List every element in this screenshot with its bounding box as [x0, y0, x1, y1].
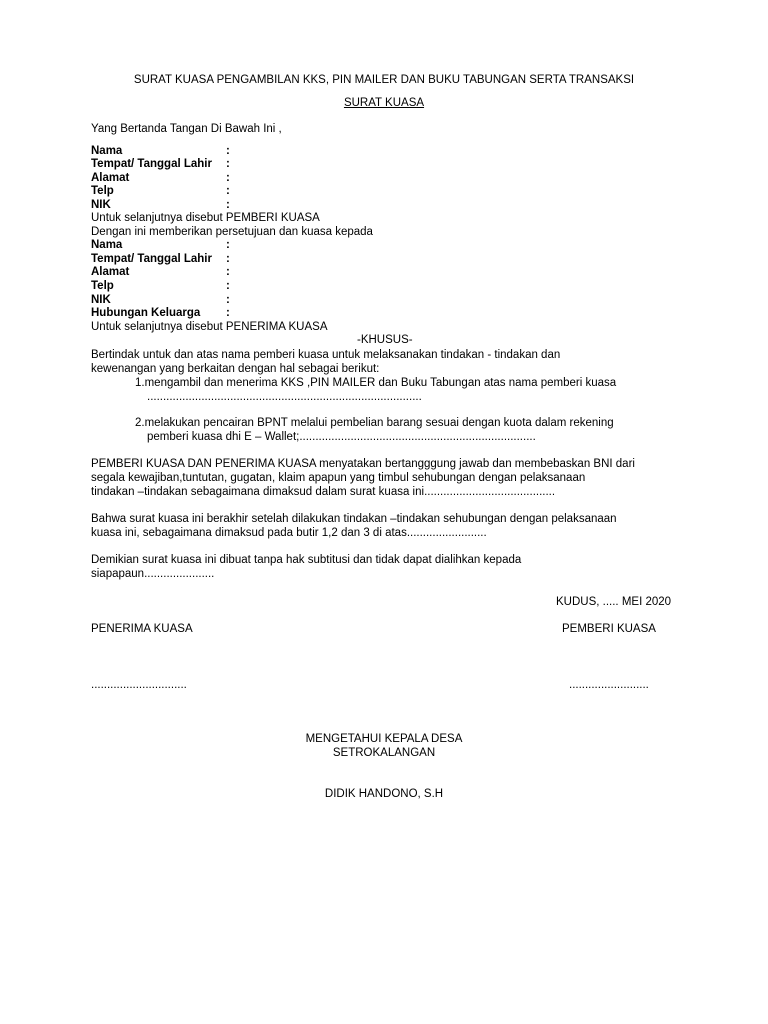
place-date: KUDUS, ..... MEI 2020	[556, 596, 672, 608]
closing-text: siapapaun......................	[91, 568, 215, 580]
grantee-signature-line: ..............................	[91, 679, 187, 691]
authority-item-2-cont: pemberi kuasa dhi E – Wallet;..........................................................................	[147, 431, 536, 443]
authority-item-1-dots: ......................................................................................	[147, 391, 422, 403]
village-head-name: DIDIK HANDONO, S.H	[324, 788, 444, 800]
field-label: Nama	[91, 145, 123, 157]
special-label: -KHUSUS-	[357, 334, 413, 346]
authority-text: Bertindak untuk dan atas nama pemberi kuasa untuk melaksanakan tindakan - tindakan dan	[91, 349, 561, 361]
field-separator: :	[226, 280, 230, 292]
consent-line: Dengan ini memberikan persetujuan dan kuasa kepada	[91, 226, 373, 238]
field-label: Nama	[91, 239, 123, 251]
field-separator: :	[226, 199, 230, 211]
field-separator: :	[226, 253, 230, 265]
grantor-sign-label: PEMBERI KUASA	[562, 623, 656, 635]
field-separator: :	[226, 158, 230, 170]
field-separator: :	[226, 294, 230, 306]
responsibility-text: PEMBERI KUASA DAN PENERIMA KUASA menyatakan bertangggung jawab dan membebaskan BNI dari	[91, 458, 635, 470]
termination-text: kuasa ini, sebagaimana dimaksud pada butir 1,2 dan 3 di atas.........................	[91, 527, 487, 539]
field-separator: :	[226, 185, 230, 197]
grantor-note: Untuk selanjutnya disebut PEMBERI KUASA	[91, 212, 320, 224]
authority-item-1: 1.mengambil dan menerima KKS ,PIN MAILER dan Buku Tabungan atas nama pemberi kuasa	[135, 377, 617, 389]
field-label: Telp	[91, 185, 114, 197]
responsibility-text: tindakan –tindakan sebagaimana dimaksud dalam surat kuasa ini.........................................	[91, 486, 556, 498]
field-label: Tempat/ Tanggal Lahir	[91, 158, 212, 170]
field-label: Hubungan Keluarga	[91, 307, 201, 319]
field-separator: :	[226, 307, 230, 319]
authority-text: kewenangan yang berkaitan dengan hal sebagai berikut:	[91, 363, 380, 375]
field-separator: :	[226, 239, 230, 251]
grantee-note: Untuk selanjutnya disebut PENERIMA KUASA	[91, 321, 328, 333]
field-label: NIK	[91, 294, 111, 306]
grantor-signature-line: .........................	[569, 679, 649, 691]
field-separator: :	[226, 266, 230, 278]
authority-item-2: 2.melakukan pencairan BPNT melalui pembelian barang sesuai dengan kuota dalam rekening	[135, 417, 614, 429]
closing-text: Demikian surat kuasa ini dibuat tanpa hak subtitusi dan tidak dapat dialihkan kepada	[91, 554, 522, 566]
acknowledge-text: MENGETAHUI KEPALA DESA	[305, 733, 463, 745]
field-label: NIK	[91, 199, 111, 211]
field-label: Alamat	[91, 266, 130, 278]
field-label: Telp	[91, 280, 114, 292]
grantee-sign-label: PENERIMA KUASA	[91, 623, 193, 635]
intro-text: Yang Bertanda Tangan Di Bawah Ini ,	[91, 123, 282, 135]
village-name: SETROKALANGAN	[332, 747, 436, 759]
responsibility-text: segala kewajiban,tuntutan, gugatan, klaim apapun yang timbul sehubungan dengan pelaksanaan	[91, 472, 586, 484]
field-label: Tempat/ Tanggal Lahir	[91, 253, 212, 265]
termination-text: Bahwa surat kuasa ini berakhir setelah dilakukan tindakan –tindakan sehubungan dengan pelaksanaan	[91, 513, 617, 525]
field-separator: :	[226, 145, 230, 157]
document-title: SURAT KUASA	[343, 97, 425, 109]
field-label: Alamat	[91, 172, 130, 184]
field-separator: :	[226, 172, 230, 184]
document-heading: SURAT KUASA PENGAMBILAN KKS, PIN MAILER DAN BUKU TABUNGAN SERTA TRANSAKSI	[133, 74, 635, 86]
